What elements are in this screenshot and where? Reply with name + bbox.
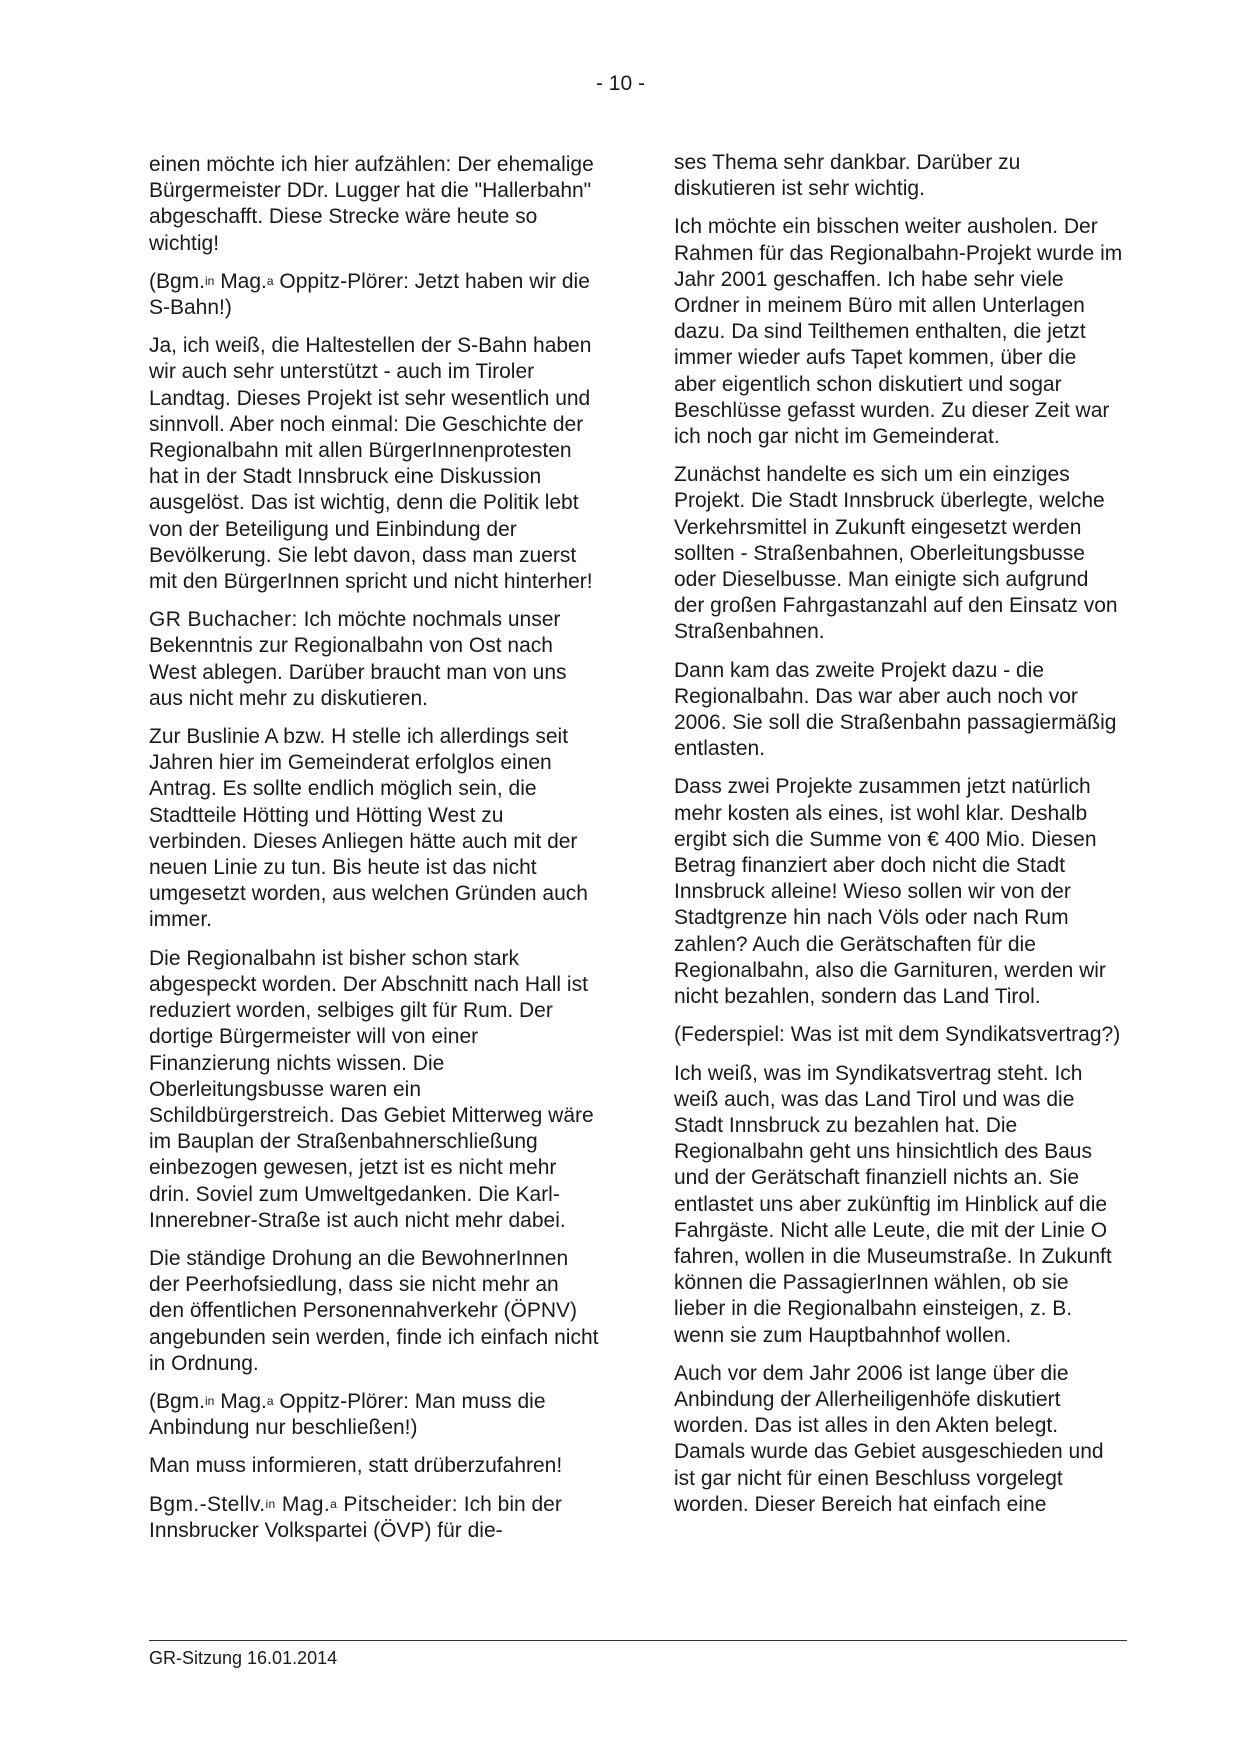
paragraph: einen möchte ich hier aufzählen: Der ehemalige Bürgermeister DDr. Lugger hat die "Hallerbahn" abgeschafft. Diese Strecke wäre heute so wichtig! xyxy=(149,153,594,255)
left-column xyxy=(149,152,599,1556)
paragraph: Dann kam das zweite Projekt dazu - die Regionalbahn. Das war aber auch noch vor 2006. Sie soll die Straßenbahn passagiermäßig entlasten. xyxy=(674,658,1117,761)
right-column xyxy=(674,152,1124,1530)
paragraph: Dass zwei Projekte zusammen jetzt natürlich mehr kosten als eines, ist wohl klar. Deshalb ergibt sich die Summe von € 400 Mio. Diesen Betrag finanziert aber doch nicht die Stadt Innsbruck alleine! Wieso sollen wir von der Stadtgrenze hin nach Völs oder nach Rum zahlen? Auch die Gerätschaften für die Regionalbahn, also die Garnituren, werden wir nicht bezahlen, sondern das Land Tirol. xyxy=(674,775,1106,1009)
paragraph: Ich weiß, was im Syndikatsvertrag steht. Ich weiß auch, was das Land Tirol und was die Stadt Innsbruck zu bezahlen hat. Die Regionalbahn geht uns hinsichtlich des Baus und der Gerätschaft finanziell nichts an. Sie entlastet uns aber zukünftig im Hinblick auf die Fahrgäste. Nicht alle Leute, die mit der Linie O fahren, wollen in die Museumstraße. In Zukunft können die PassagierInnen wählen, ob sie lieber in die Regionalbahn einsteigen, z. B. wenn sie zum Hauptbahnhof wollen. xyxy=(674,1061,1112,1347)
speaker-name: GR Buchacher: xyxy=(149,608,298,632)
footer-session-label: GR-Sitzung 16.01.2014 xyxy=(149,1648,338,1668)
paragraph: Ich möchte ein bisschen weiter ausholen. Der Rahmen für das Regionalbahn-Projekt wurde im Jahr 2001 geschaffen. Ich habe sehr viele Ordner in meinem Büro mit allen Unterlagen dazu. Da sind Teilthemen enthalten, die jetzt immer wieder aufs Tapet kommen, über die aber eigentlich schon diskutiert und sogar Beschlüsse gefasst wurden. Zu dieser Zeit war ich noch gar nicht im Gemeinderat. xyxy=(674,215,1123,449)
paragraph: Auch vor dem Jahr 2006 ist lange über die Anbindung der Allerheiligenhöfe diskutiert worden. Das ist alles in den Akten belegt. Damals wurde das Gebiet ausgeschieden und ist gar nicht für einen Beschluss vorgelegt worden. Dieser Bereich hat einfach eine xyxy=(674,1361,1104,1516)
paragraph: ses Thema sehr dankbar. Darüber zu diskutieren ist sehr wichtig. xyxy=(674,151,1021,201)
paragraph: Zunächst handelte es sich um ein einziges Projekt. Die Stadt Innsbruck überlegte, welche Verkehrsmittel in Zukunft eingesetzt werden sollten - Straßenbahnen, Oberleitungsbusse oder Dieselbusse. Man einigte sich aufgrund der großen Fahrgastanzahl auf den Einsatz von Straßenbahnen. xyxy=(674,463,1118,644)
interjection: (Federspiel: Was ist mit dem Syndikatsvertrag?) xyxy=(674,1023,1121,1047)
page-number: - 10 - xyxy=(595,72,645,95)
paragraph: Man muss informieren, statt drüberzufahren! xyxy=(149,1454,563,1478)
interjection: (Bgm.$^{in}$ Mag.$^a$ Oppitz-Plörer: Man muss die Anbindung nur beschließen!) xyxy=(149,1389,546,1440)
interjection: (Bgm.$^{in}$ Mag.$^a$ Oppitz-Plörer: Jetzt haben wir die S-Bahn!) xyxy=(149,269,590,320)
paragraph: Ja, ich weiß, die Haltestellen der S-Bahn haben wir auch sehr unterstützt - auch im Tiroler Landtag. Dieses Projekt ist sehr wesentlich und sinnvoll. Aber noch einmal: Die Geschichte der Regionalbahn mit allen BürgerInnenprotesten hat in der Stadt Innsbruck eine Diskussion ausgelöst. Das ist wichtig, denn die Politik lebt von der Beteiligung und Einbindung der Bevölkerung. Sie lebt davon, dass man zuerst mit den BürgerInnen spricht und nicht hinterher! xyxy=(149,334,593,594)
paragraph: Die Regionalbahn ist bisher schon stark abgespeckt worden. Der Abschnitt nach Hall ist reduziert worden, selbiges gilt für Rum. Der dortige Bürgermeister will von einer Finanzierung nichts wissen. Die Oberleitungsbusse waren ein Schildbürgerstreich. Das Gebiet Mitterweg wäre im Bauplan der Straßenbahnerschließung einbezogen gewesen, jetzt ist es nicht mehr drin. Soviel zum Umweltgedanken. Die Karl-Innerebner-Straße ist auch nicht mehr dabei. xyxy=(149,946,594,1232)
speaker-name: Bgm.-Stellv.$^{in}$ Mag.$^a$ Pitscheider: xyxy=(149,1492,458,1516)
speaker-paragraph: GR Buchacher: Ich möchte nochmals unser Bekenntnis zur Regionalbahn von Ost nach West ablegen. Darüber braucht man von uns aus nicht mehr zu diskutieren. xyxy=(149,608,567,710)
paragraph: Zur Buslinie A bzw. H stelle ich allerdings seit Jahren hier im Gemeinderat erfolglos einen Antrag. Es sollte endlich möglich sein, die Stadtteile Hötting und Hötting West zu verbinden. Dieses Anliegen hätte auch mit der neuen Linie zu tun. Bis heute ist das nicht umgesetzt worden, aus welchen Gründen auch immer. xyxy=(149,725,588,932)
speaker-paragraph: Bgm.-Stellv.$^{in}$ Mag.$^a$ Pitscheider: Ich bin der Innsbrucker Volkspartei (ÖVP) für die- xyxy=(149,1492,562,1542)
paragraph: Die ständige Drohung an die BewohnerInnen der Peerhofsiedlung, dass sie nicht mehr an den öffentlichen Personennahverkehr (ÖPNV) angebunden sein werden, finde ich einfach nicht in Ordnung. xyxy=(149,1246,599,1375)
footer-divider xyxy=(149,1640,1127,1641)
